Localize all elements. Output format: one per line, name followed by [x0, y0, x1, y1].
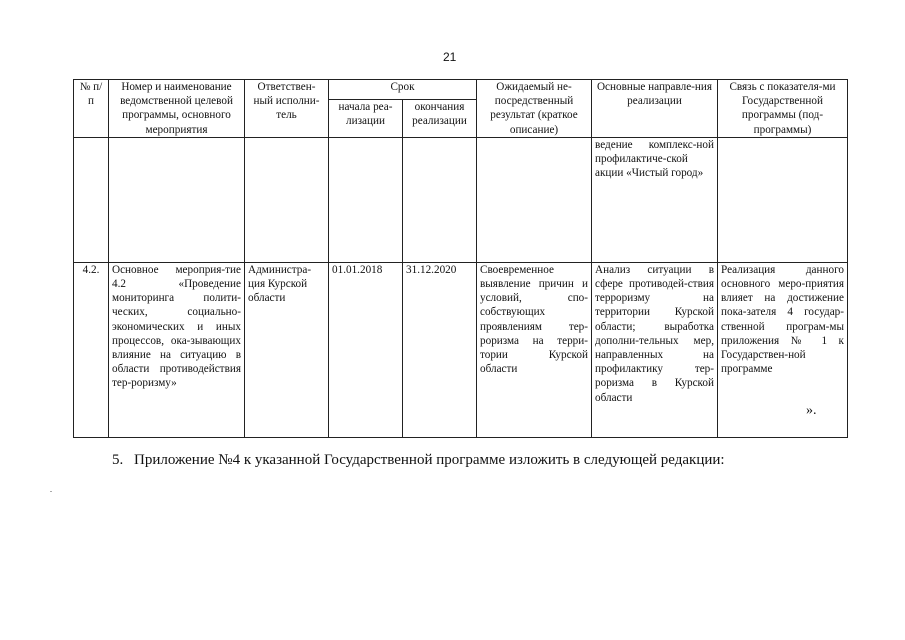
program-table	[73, 79, 848, 438]
cell-name	[109, 137, 245, 262]
cell-num	[74, 137, 109, 262]
page-number: 21	[443, 50, 457, 64]
header-link: Связь с показателя-ми Государственной программы (под-программы)	[718, 80, 848, 138]
header-end: окончания реализации	[403, 99, 477, 137]
paragraph-number: 5.	[112, 452, 124, 468]
cell-link	[718, 137, 848, 262]
cell-directions: ведение комплекс-ной профилактиче-ской акции «Чистый город»	[592, 137, 718, 262]
header-term: Срок	[329, 80, 477, 100]
cell-result	[477, 137, 592, 262]
cell-end: 31.12.2020	[403, 262, 477, 437]
cell-responsible	[245, 137, 329, 262]
paragraph-text: Приложение №4 к указанной Государственной программе изложить в следующей редакции:	[134, 452, 725, 468]
header-name: Номер и наименование ведомственной целевой программы, основного мероприятия	[109, 80, 245, 138]
table-row	[74, 137, 848, 262]
cell-start: 01.01.2018	[329, 262, 403, 437]
cell-end	[403, 137, 477, 262]
cell-directions: Анализ ситуации в сфере противодей-ствия терроризму на территории Курской области; выработка дополни-тельных мер, направленных на профилактику тер-роризма в Курской области	[592, 262, 718, 437]
cell-result: Своевременное выявление причин и условий, спо-собствующих проявлениям тер-роризма на терри-тории Курской области	[477, 262, 592, 437]
cell-start	[329, 137, 403, 262]
header-result: Ожидаемый не-посредственный результат (краткое описание)	[477, 80, 592, 138]
cell-link: Реализация данного основного меро-приятия влияет на достижение пока-зателя 4 государ-ственной програм-мы приложения № 1 к Государствен-ной программе	[718, 262, 848, 437]
cell-responsible: Администра-ция Курской области	[245, 262, 329, 437]
header-num: № п/п	[74, 80, 109, 138]
header-start: начала реа-лизации	[329, 99, 403, 137]
paragraph	[112, 452, 725, 469]
header-directions: Основные направле-ния реализации	[592, 80, 718, 138]
table-header-row	[74, 80, 848, 100]
cell-name: Основное мероприя-тие 4.2 «Проведение мониторинга полити-ческих, социально-экономических и иных процессов, ока-зывающих влияние на ситуацию в области противодействия тер-роризму»	[109, 262, 245, 437]
header-responsible: Ответствен-ный исполни-тель	[245, 80, 329, 138]
cell-num: 4.2.	[74, 262, 109, 437]
scan-speck	[50, 491, 52, 492]
table-row	[74, 262, 848, 437]
closing-quote: ».	[806, 403, 817, 418]
